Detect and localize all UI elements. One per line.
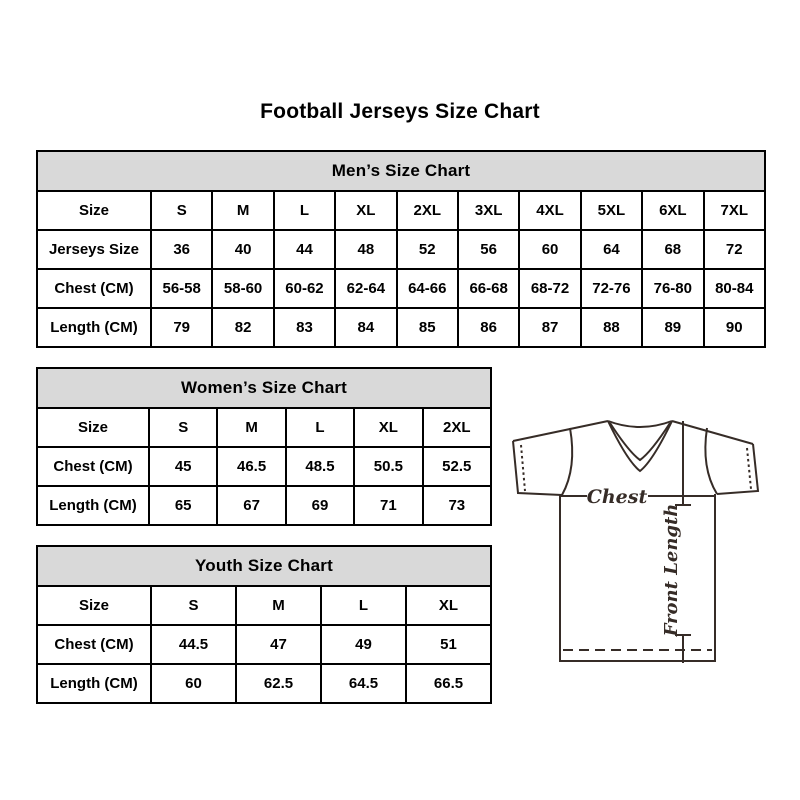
table-cell: 62.5 [236,664,321,703]
table-cell: 50.5 [354,447,422,486]
table-cell: 71 [354,486,422,525]
right-sleeve-outline [717,444,758,494]
row-label: Chest (CM) [37,625,151,664]
front-length-label: Front Length [661,503,682,637]
table-cell: 46.5 [217,447,285,486]
collar-back-line [608,421,672,427]
right-sleeve-cuff-dashes [747,448,751,489]
table-cell: 48.5 [286,447,354,486]
table-cell: 88 [581,308,642,347]
jersey-measurement-diagram [505,413,777,695]
table-cell: 84 [335,308,396,347]
table-title: Men’s Size Chart [37,151,765,191]
table-cell: 83 [274,308,335,347]
jersey-illustration [505,413,777,695]
table-cell: 2XL [423,408,491,447]
row-label: Length (CM) [37,664,151,703]
row-label: Length (CM) [37,308,151,347]
table-cell: L [274,191,335,230]
table-title-row [37,151,765,191]
table-cell: 58-60 [212,269,273,308]
table-cell: 40 [212,230,273,269]
chest-label: Chest [586,486,648,508]
left-shoulder-line [513,421,608,441]
table-cell: S [151,586,236,625]
table-cell: 51 [406,625,491,664]
table-row [37,625,491,664]
table-cell: 44 [274,230,335,269]
table-cell: 66.5 [406,664,491,703]
table-cell: 52 [397,230,458,269]
table-cell: 45 [149,447,217,486]
youth-size-table [36,545,492,704]
table-cell: 49 [321,625,406,664]
table-cell: 4XL [519,191,580,230]
table-cell: S [151,191,212,230]
table-row [37,308,765,347]
mens-size-table [36,150,766,348]
row-label: Size [37,586,151,625]
row-label: Chest (CM) [37,447,149,486]
table-row [37,191,765,230]
table-cell: 68-72 [519,269,580,308]
table-cell: 48 [335,230,396,269]
table-cell: 86 [458,308,519,347]
left-armhole-curve [562,428,572,495]
table-cell: 3XL [458,191,519,230]
right-armhole-curve [705,428,717,494]
table-cell: 69 [286,486,354,525]
table-cell: 64 [581,230,642,269]
table-row [37,230,765,269]
table-cell: 56 [458,230,519,269]
table-cell: S [149,408,217,447]
row-label: Chest (CM) [37,269,151,308]
table-cell: 52.5 [423,447,491,486]
table-row [37,586,491,625]
row-label: Size [37,408,149,447]
table-row [37,447,491,486]
left-sleeve-cuff-dashes [521,445,525,491]
page-title: Football Jerseys Size Chart [260,100,540,123]
table-cell: 73 [423,486,491,525]
table-cell: 2XL [397,191,458,230]
table-title: Youth Size Chart [37,546,491,586]
table-cell: 7XL [704,191,765,230]
table-cell: 44.5 [151,625,236,664]
table-cell: 80-84 [704,269,765,308]
table-title: Women’s Size Chart [37,368,491,408]
table-cell: L [286,408,354,447]
collar-band-outer-line [608,421,672,471]
table-cell: 62-64 [335,269,396,308]
table-cell: 85 [397,308,458,347]
table-cell: M [217,408,285,447]
table-cell: 89 [642,308,703,347]
table-cell: 36 [151,230,212,269]
table-cell: M [212,191,273,230]
table-cell: 6XL [642,191,703,230]
table-cell: XL [354,408,422,447]
table-cell: 72 [704,230,765,269]
table-title-row [37,546,491,586]
table-cell: 60 [151,664,236,703]
left-sleeve-outline [513,441,562,495]
table-cell: 79 [151,308,212,347]
table-cell: 67 [217,486,285,525]
table-cell: 5XL [581,191,642,230]
row-label: Jerseys Size [37,230,151,269]
table-row [37,408,491,447]
table-cell: 68 [642,230,703,269]
table-cell: L [321,586,406,625]
table-cell: M [236,586,321,625]
table-cell: 76-80 [642,269,703,308]
table-cell: 64.5 [321,664,406,703]
table-cell: 65 [149,486,217,525]
womens-size-table [36,367,492,526]
table-cell: 82 [212,308,273,347]
table-cell: XL [406,586,491,625]
table-row [37,269,765,308]
right-shoulder-line [672,421,753,444]
table-row [37,664,491,703]
table-cell: 87 [519,308,580,347]
row-label: Length (CM) [37,486,149,525]
row-label: Size [37,191,151,230]
table-cell: XL [335,191,396,230]
table-row [37,486,491,525]
table-cell: 47 [236,625,321,664]
table-cell: 90 [704,308,765,347]
table-cell: 72-76 [581,269,642,308]
table-cell: 64-66 [397,269,458,308]
table-cell: 66-68 [458,269,519,308]
body-outline [560,494,715,661]
table-cell: 60-62 [274,269,335,308]
table-title-row [37,368,491,408]
table-cell: 60 [519,230,580,269]
table-cell: 56-58 [151,269,212,308]
